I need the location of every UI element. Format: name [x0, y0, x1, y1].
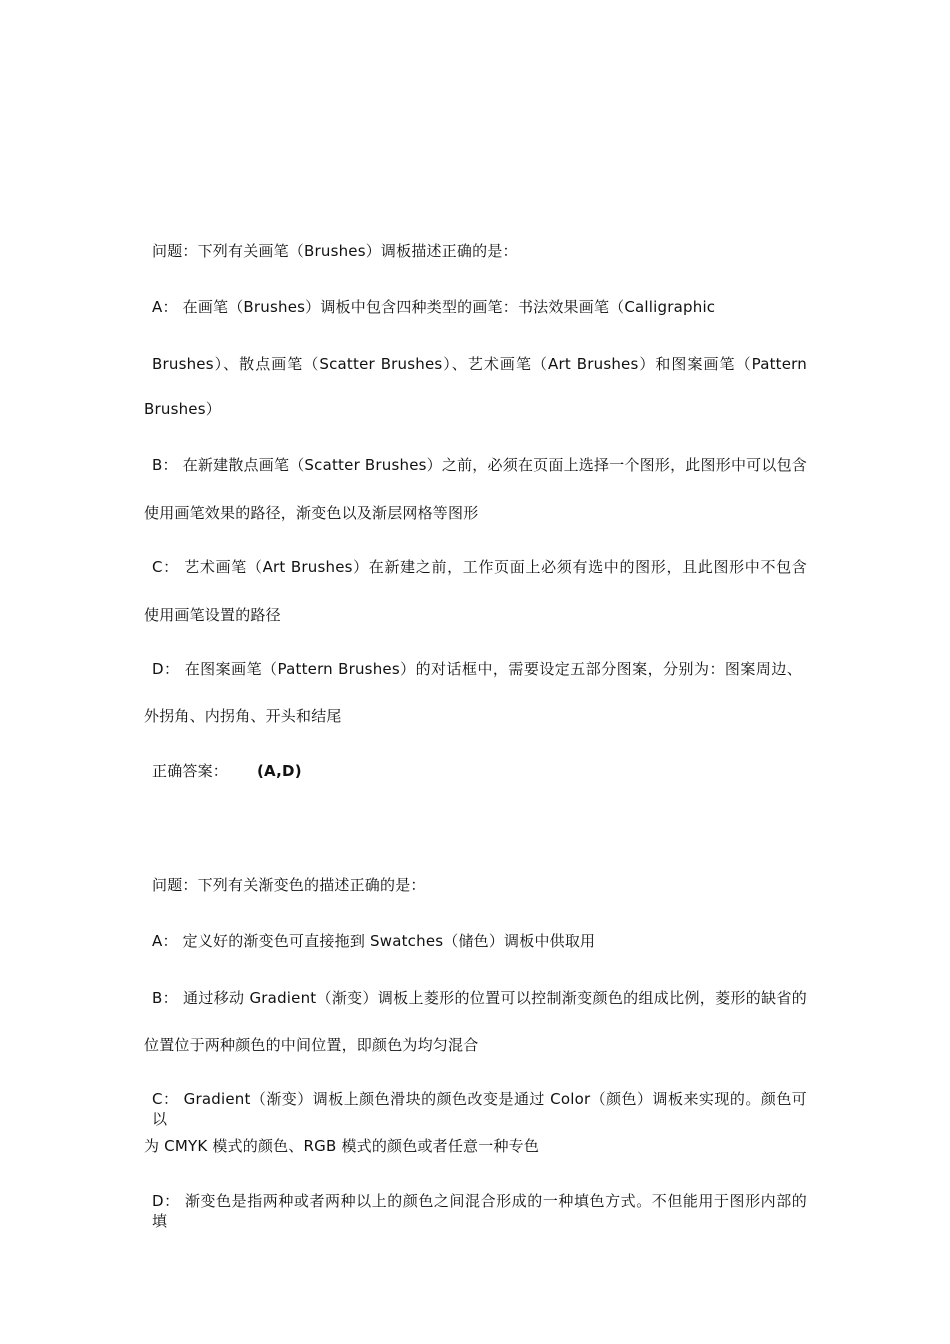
- q2-option-c-line1: C： Gradient（渐变）调板上颜色滑块的颜色改变是通过 Color（颜色）调板来实现的。颜色可以: [152, 1090, 807, 1128]
- q1-option-d-line2: 外拐角、内拐角、开头和结尾: [144, 707, 342, 725]
- q2-option-a-line1: A： 定义好的渐变色可直接拖到 Swatches（储色）调板中供取用: [152, 932, 596, 950]
- q1-option-a-line2: Brushes）、散点画笔（Scatter Brushes）、艺术画笔（Art Brushes）和图案画笔（Pattern: [152, 355, 807, 373]
- q1-option-d-line1: D： 在图案画笔（Pattern Brushes）的对话框中，需要设定五部分图案，分别为：图案周边、: [152, 660, 802, 678]
- q2-option-b-line1: B： 通过移动 Gradient（渐变）调板上菱形的位置可以控制渐变颜色的组成比例，菱形的缺省的: [152, 989, 807, 1007]
- q2-option-b-line2: 位置位于两种颜色的中间位置，即颜色为均匀混合: [144, 1036, 479, 1054]
- q1-option-b-line2: 使用画笔效果的路径，渐变色以及渐层网格等图形: [144, 504, 479, 522]
- q1-option-a-line1: A： 在画笔（Brushes）调板中包含四种类型的画笔：书法效果画笔（Calligraphic: [152, 298, 716, 316]
- q1-option-c-line2: 使用画笔设置的路径: [144, 606, 281, 624]
- q1-option-a-line3: Brushes）: [144, 400, 221, 418]
- q1-question: 问题：下列有关画笔（Brushes）调板描述正确的是：: [152, 242, 518, 260]
- q2-question: 问题：下列有关渐变色的描述正确的是：: [152, 876, 426, 894]
- answer-value: (A,D): [257, 762, 302, 780]
- q1-answer: [152, 761, 452, 781]
- q1-option-b-line1: B： 在新建散点画笔（Scatter Brushes）之前，必须在页面上选择一个图形，此图形中可以包含: [152, 456, 807, 474]
- q2-option-d-line1: D： 渐变色是指两种或者两种以上的颜色之间混合形成的一种填色方式。不但能用于图形内部的填: [152, 1192, 807, 1230]
- q2-option-c-line2: 为 CMYK 模式的颜色、RGB 模式的颜色或者任意一种专色: [144, 1137, 540, 1155]
- answer-label: 正确答案：: [152, 762, 229, 780]
- q1-option-c-line1: C： 艺术画笔（Art Brushes）在新建之前，工作页面上必须有选中的图形，且此图形中不包含: [152, 558, 807, 576]
